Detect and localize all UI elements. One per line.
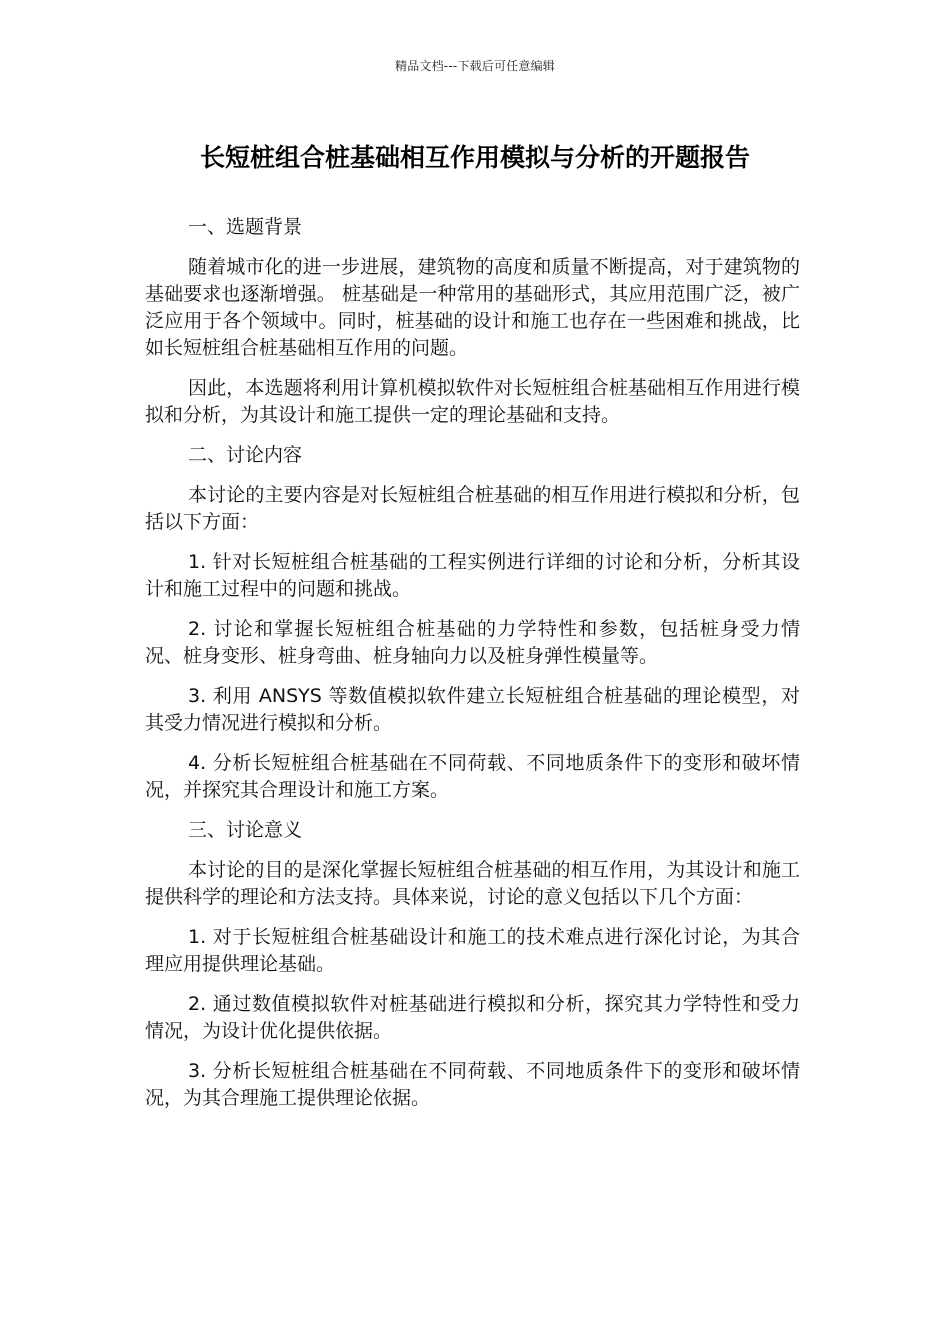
list-item: 4. 分析长短桩组合桩基础在不同荷载、不同地质条件下的变形和破坏情况，并探究其合理设计和施工方案。 <box>145 752 800 801</box>
section-heading-background: 一、选题背景 <box>188 216 303 238</box>
paragraph: 随着城市化的进一步进展，建筑物的高度和质量不断提高，对于建筑物的基础要求也逐渐增强。 桩基础是一种常用的基础形式，其应用范围广泛，被广泛应用于各个领域中。同时，桩基础的设计和施工也存在一些困难和挑战，比如长短桩组合桩基础相互作用的问题。 <box>145 256 800 359</box>
paragraph: 本讨论的主要内容是对长短桩组合桩基础的相互作用进行模拟和分析，包括以下方面： <box>145 484 800 533</box>
list-item: 1. 对于长短桩组合桩基础设计和施工的技术难点进行深化讨论，为其合理应用提供理论基础。 <box>145 926 800 975</box>
list-item: 3. 利用 ANSYS 等数值模拟软件建立长短桩组合桩基础的理论模型，对其受力情况进行模拟和分析。 <box>145 685 800 734</box>
document-title: 长短桩组合桩基础相互作用模拟与分析的开题报告 <box>199 143 750 172</box>
list-item: 3. 分析长短桩组合桩基础在不同荷载、不同地质条件下的变形和破坏情况，为其合理施工提供理论依据。 <box>145 1060 800 1109</box>
list-item: 2. 讨论和掌握长短桩组合桩基础的力学特性和参数，包括桩身受力情况、桩身变形、桩身弯曲、桩身轴向力以及桩身弹性模量等。 <box>145 618 800 667</box>
paragraph: 本讨论的目的是深化掌握长短桩组合桩基础的相互作用，为其设计和施工提供科学的理论和方法支持。具体来说，讨论的意义包括以下几个方面： <box>145 859 800 908</box>
paragraph: 因此，本选题将利用计算机模拟软件对长短桩组合桩基础相互作用进行模拟和分析，为其设计和施工提供一定的理论基础和支持。 <box>145 377 800 426</box>
list-item: 1. 针对长短桩组合桩基础的工程实例进行详细的讨论和分析，分析其设计和施工过程中的问题和挑战。 <box>145 551 800 600</box>
section-heading-significance: 三、讨论意义 <box>188 819 303 841</box>
header-note: 精品文档---下载后可任意编辑 <box>395 59 555 73</box>
document-body <box>145 214 800 1125</box>
list-item: 2. 通过数值模拟软件对桩基础进行模拟和分析，探究其力学特性和受力情况，为设计优化提供依据。 <box>145 993 800 1042</box>
section-heading-content: 二、讨论内容 <box>188 444 303 466</box>
